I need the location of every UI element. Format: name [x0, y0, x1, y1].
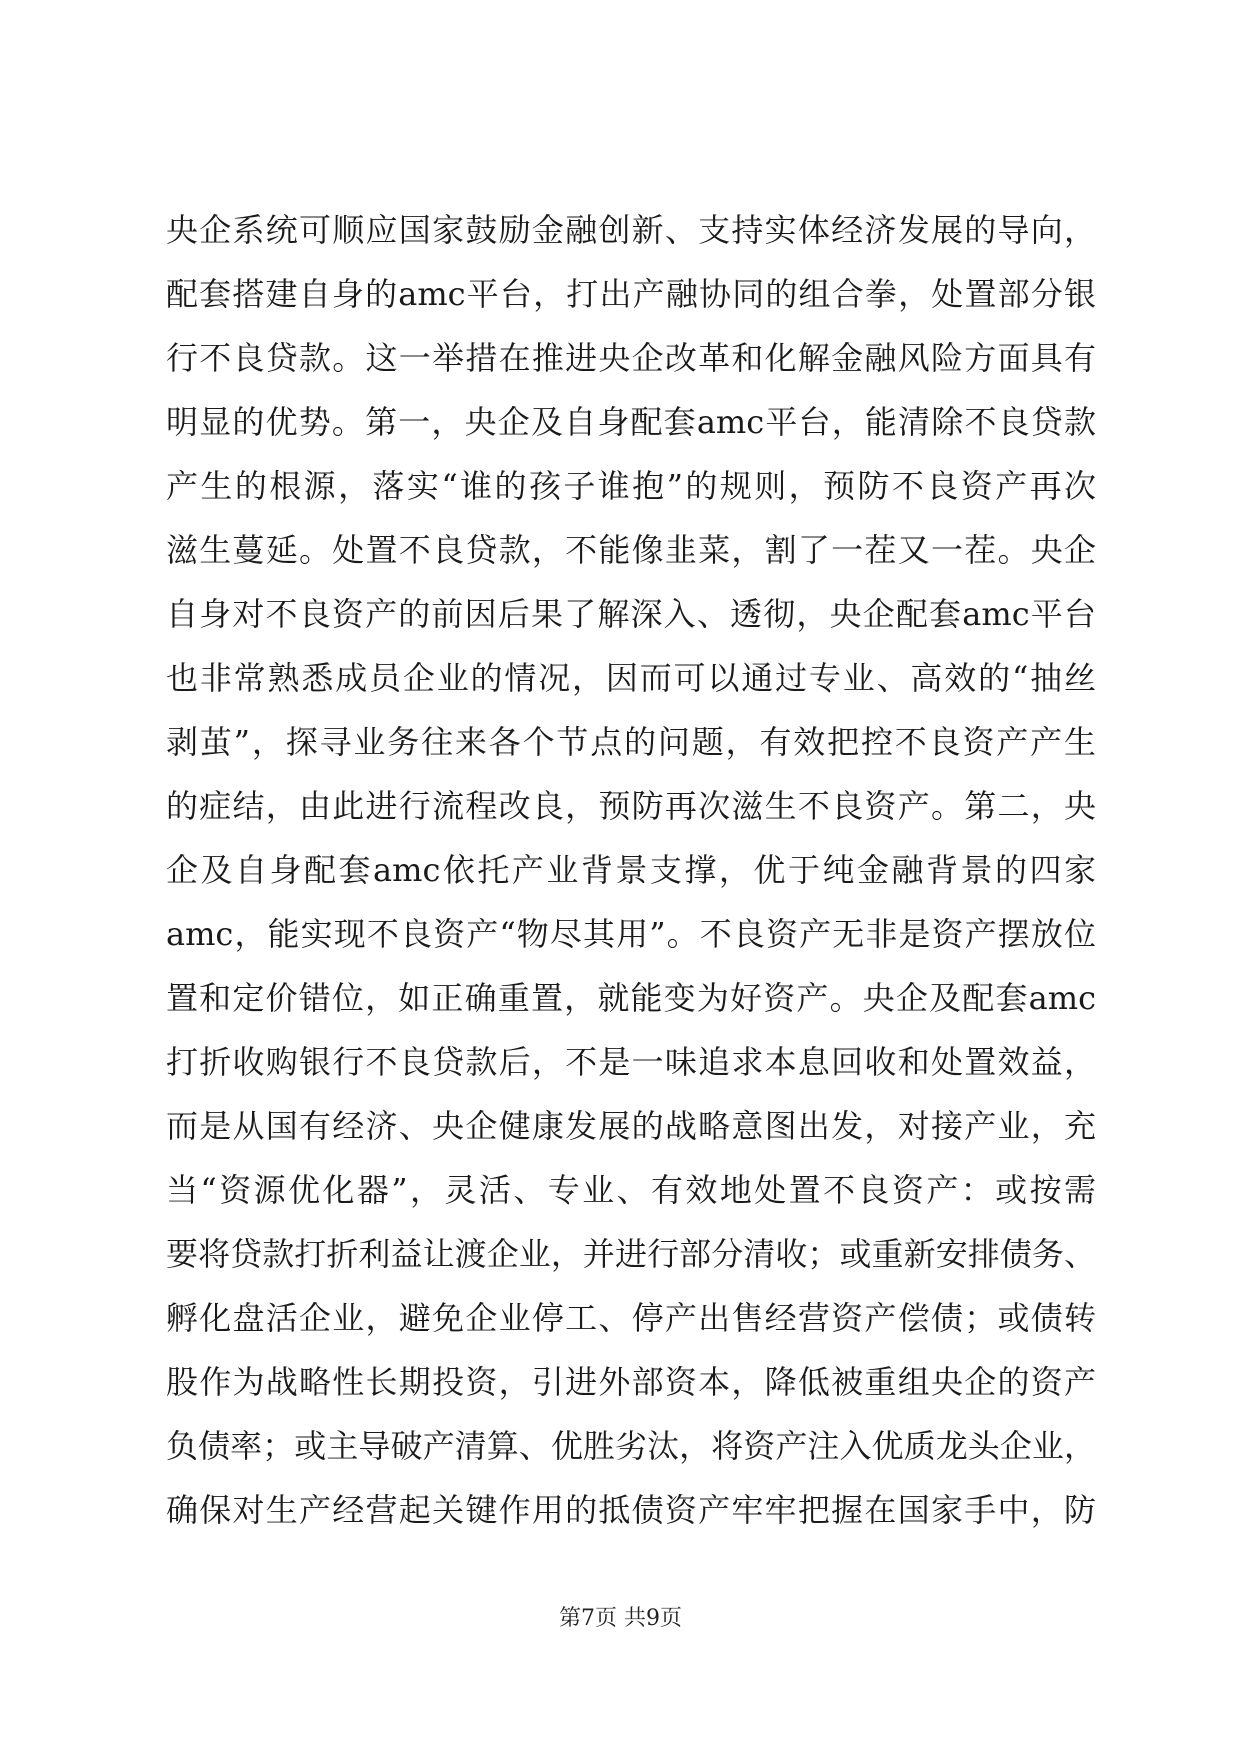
- text-line: 滋生蔓延。处置不良贷款，不能像韭菜，割了一茬又一茬。央企: [166, 531, 1096, 569]
- text-line: 的症结，由此进行流程改良，预防再次滋生不良资产。第二，央: [166, 787, 1096, 825]
- text-line: 央企系统可顺应国家鼓励金融创新、支持实体经济发展的导向，: [166, 211, 1096, 249]
- text-line: 行不良贷款。这一举措在推进央企改革和化解金融风险方面具有: [166, 339, 1096, 377]
- text-line: 也非常熟悉成员企业的情况，因而可以通过专业、高效的“抽丝: [166, 659, 1096, 697]
- text-line: 企及自身配套amc依托产业背景支撑，优于纯金融背景的四家: [166, 851, 1096, 889]
- text-line: 股作为战略性长期投资，引进外部资本，降低被重组央企的资产: [166, 1363, 1096, 1401]
- text-line: 剥茧”，探寻业务往来各个节点的问题，有效把控不良资产产生: [166, 723, 1096, 761]
- text-line: 确保对生产经营起关键作用的抵债资产牢牢把握在国家手中，防: [166, 1491, 1096, 1529]
- text-line: 孵化盘活企业，避免企业停工、停产出售经营资产偿债；或债转: [166, 1299, 1096, 1337]
- text-line: 产生的根源，落实“谁的孩子谁抱”的规则，预防不良资产再次: [166, 467, 1096, 505]
- body-text: [166, 198, 1096, 1542]
- text-line: 明显的优势。第一，央企及自身配套amc平台，能清除不良贷款: [166, 403, 1096, 441]
- text-line: 置和定价错位，如正确重置，就能变为好资产。央企及配套amc: [166, 979, 1096, 1017]
- text-line: 负债率；或主导破产清算、优胜劣汰，将资产注入优质龙头企业，: [166, 1427, 1096, 1465]
- text-line: 配套搭建自身的amc平台，打出产融协同的组合拳，处置部分银: [166, 275, 1096, 313]
- text-line: 打折收购银行不良贷款后，不是一味追求本息回收和处置效益，: [166, 1043, 1096, 1081]
- text-line: 当“资源优化器”，灵活、专业、有效地处置不良资产：或按需: [166, 1171, 1096, 1209]
- text-line: 要将贷款打折利益让渡企业，并进行部分清收；或重新安排债务、: [166, 1235, 1096, 1273]
- page-number-footer: 第7页 共9页: [559, 1606, 682, 1631]
- text-line: 自身对不良资产的前因后果了解深入、透彻，央企配套amc平台: [166, 595, 1096, 633]
- text-line: amc，能实现不良资产“物尽其用”。不良资产无非是资产摆放位: [166, 915, 1096, 953]
- text-line: 而是从国有经济、央企健康发展的战略意图出发，对接产业，充: [166, 1107, 1096, 1145]
